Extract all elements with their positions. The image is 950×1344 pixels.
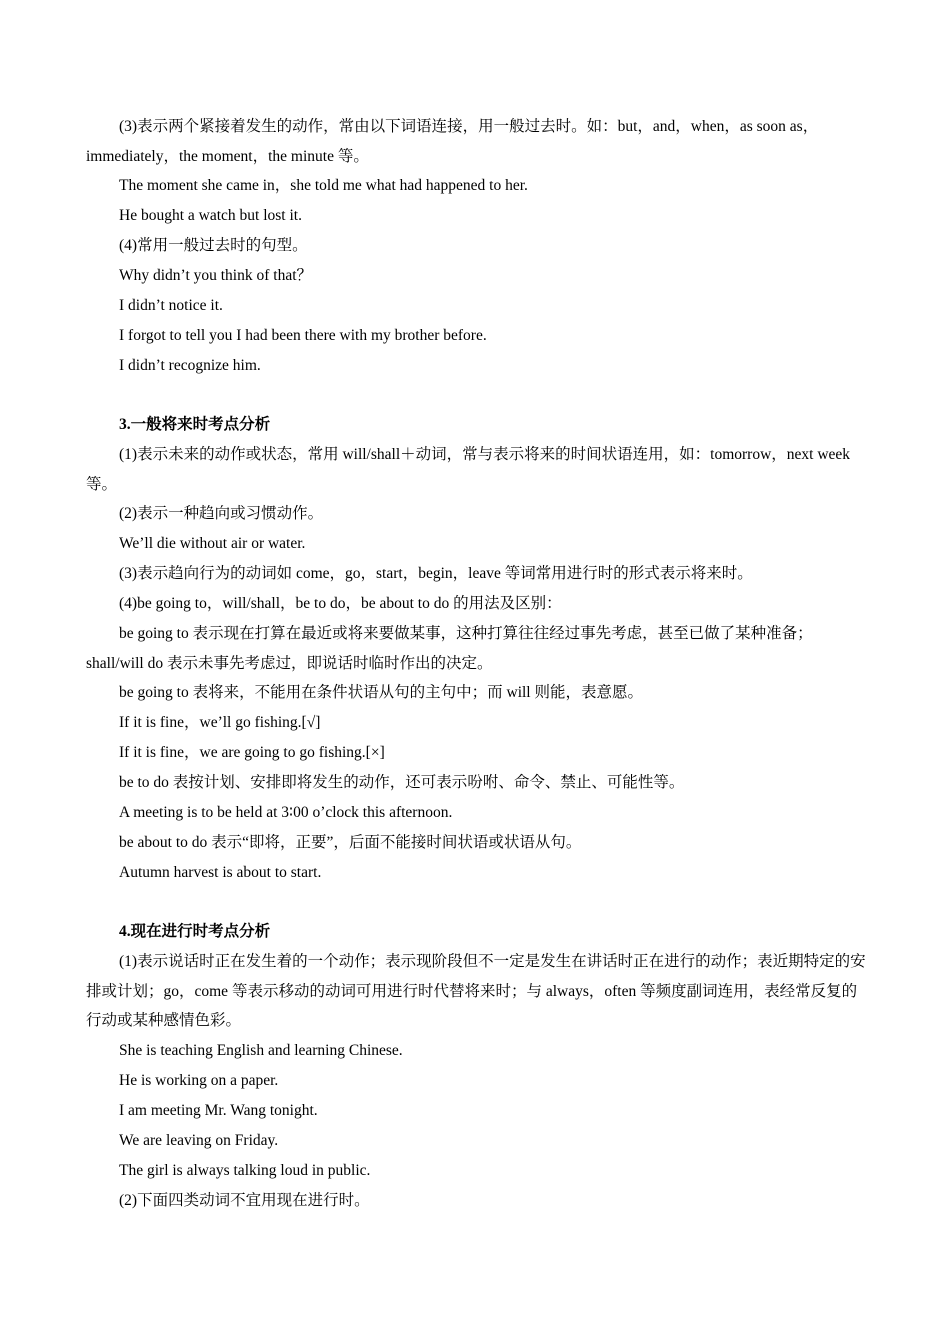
- document-page: [86, 112, 866, 1216]
- paragraph-continuous-1: (1)表示说话时正在发生着的一个动作；表示现阶段但不一定是发生在讲话时正在进行的动作；表近期特定的安排或计划；go，come 等表示移动的动词可用进行时代替将来时；与 always，often 等频度副词连用，表经常反复的行动或某种感情色彩。: [86, 953, 866, 1029]
- section-heading-future-tense: 3.一般将来时考点分析: [119, 416, 271, 433]
- section-gap: [86, 888, 866, 917]
- section-gap: [86, 381, 866, 410]
- example-sentence: Autumn harvest is about to start.: [119, 864, 322, 881]
- paragraph-future-5: be going to 表示现在打算在最近或将来要做某事，这种打算往往经过事先考虑，甚至已做了某种准备；shall/will do 表示未事先考虑过，即说话时临时作出的决定。: [86, 625, 813, 672]
- paragraph-future-2: (2)表示一种趋向或习惯动作。: [119, 505, 324, 522]
- example-sentence: The girl is always talking loud in public.: [119, 1161, 371, 1179]
- paragraph-future-3: (3)表示趋向行为的动词如 come，go，start，begin，leave 等词常用进行时的形式表示将来时。: [119, 565, 753, 582]
- paragraph-past-tense-4: (4)常用一般过去时的句型。: [119, 237, 308, 254]
- paragraph-future-7: be to do 表按计划、安排即将发生的动作，还可表示吩咐、命令、禁止、可能性等。: [119, 774, 685, 791]
- example-sentence: I didn’t notice it.: [119, 297, 223, 314]
- example-sentence: Why didn’t you think of that？: [119, 267, 313, 284]
- paragraph-past-tense-3: (3)表示两个紧接着发生的动作，常由以下词语连接，用一般过去时。如：but，and，when，as soon as，immediately，the moment，the minute 等。: [86, 118, 819, 165]
- example-sentence: If it is fine，we’ll go fishing.[√]: [119, 714, 321, 731]
- example-sentence: He is working on a paper.: [119, 1071, 279, 1089]
- paragraph-future-4: (4)be going to，will/shall，be to do，be about to do 的用法及区别：: [119, 595, 562, 612]
- example-sentence: I didn’t recognize him.: [119, 357, 261, 374]
- paragraph-future-1: (1)表示未来的动作或状态，常用 will/shall＋动词，常与表示将来的时间状语连用，如：tomorrow，next week 等。: [86, 446, 851, 493]
- paragraph-future-8: be about to do 表示“即将，正要”，后面不能接时间状语或状语从句。: [119, 834, 582, 851]
- example-sentence: We’ll die without air or water.: [119, 535, 306, 552]
- example-sentence: I forgot to tell you I had been there with my brother before.: [119, 327, 487, 344]
- example-sentence: If it is fine，we are going to go fishing.[×]: [119, 744, 385, 761]
- section-heading-present-continuous: 4.现在进行时考点分析: [119, 923, 271, 940]
- example-sentence: He bought a watch but lost it.: [119, 207, 302, 224]
- example-sentence: She is teaching English and learning Chinese.: [119, 1041, 403, 1059]
- paragraph-future-6: be going to 表将来，不能用在条件状语从句的主句中；而 will 则能，表意愿。: [119, 684, 643, 701]
- example-sentence: I am meeting Mr. Wang tonight.: [119, 1101, 318, 1119]
- paragraph-continuous-2: (2)下面四类动词不宜用现在进行时。: [119, 1191, 370, 1209]
- example-sentence: A meeting is to be held at 3∶00 o’clock this afternoon.: [119, 804, 453, 821]
- example-sentence: The moment she came in，she told me what had happened to her.: [119, 177, 528, 194]
- example-sentence: We are leaving on Friday.: [119, 1131, 279, 1149]
